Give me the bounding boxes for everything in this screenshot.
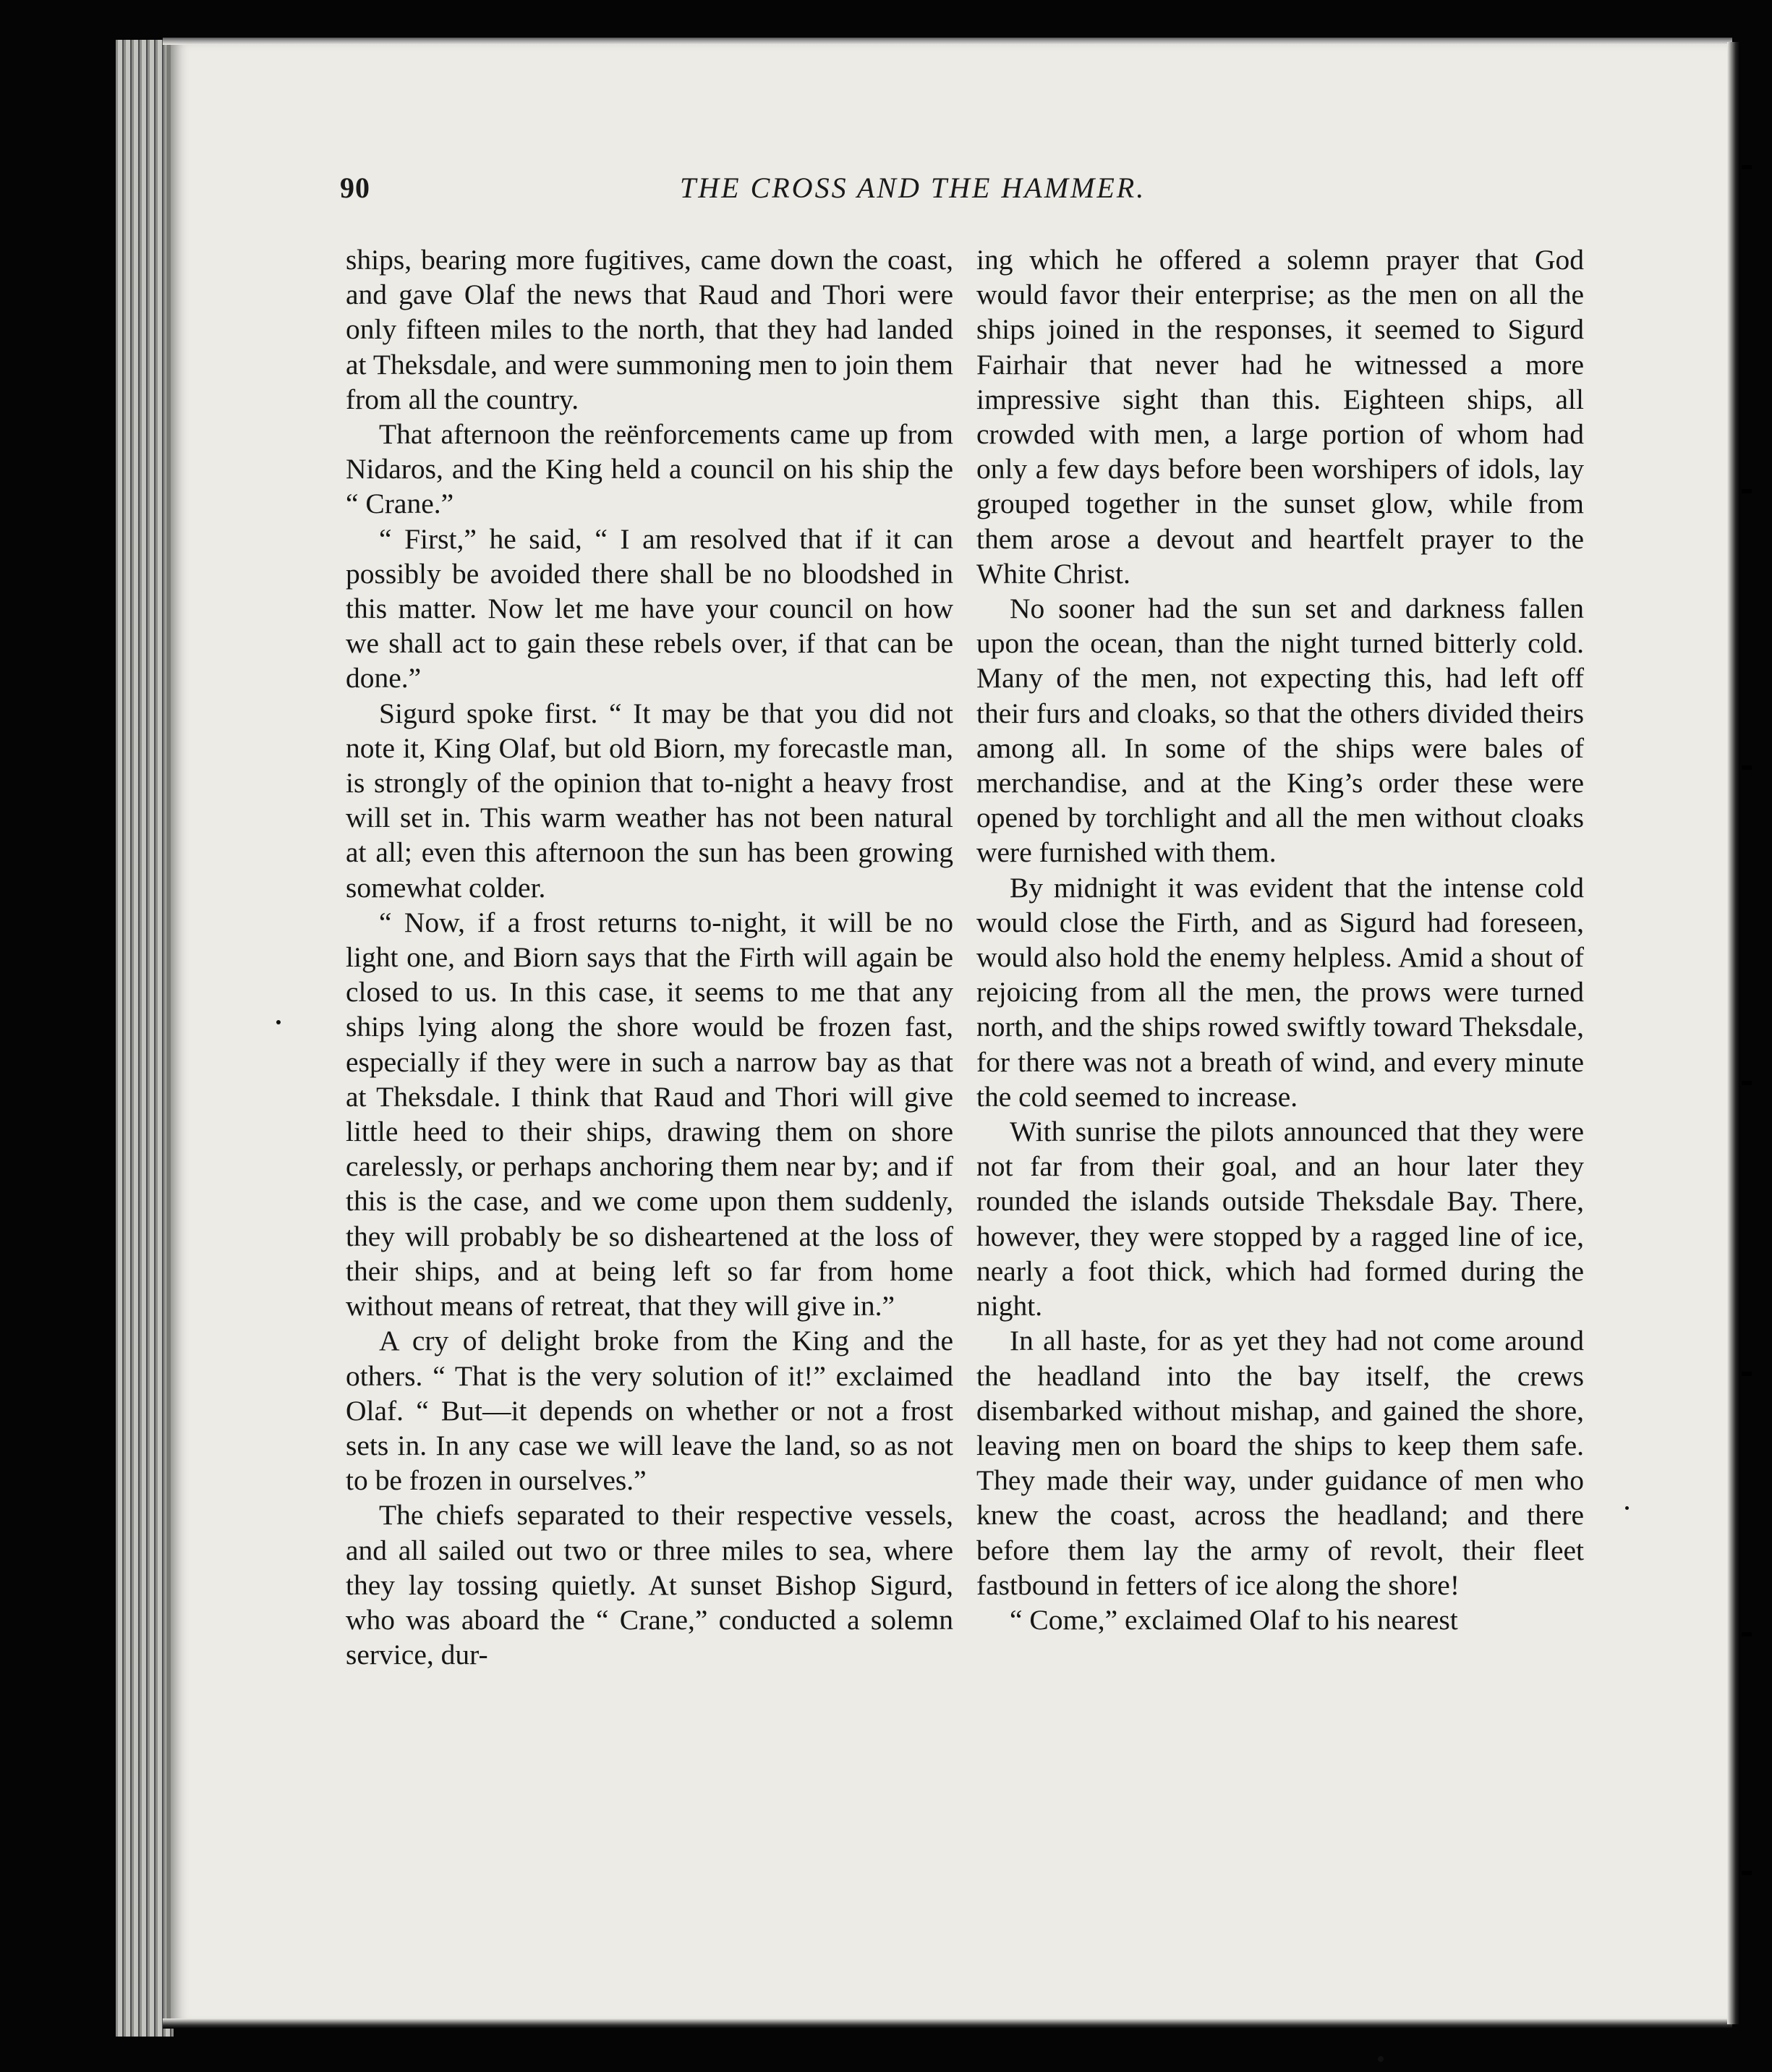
paragraph: A cry of delight broke from the King and the others. “ That is the very solution of it!” exclaimed Olaf. “ But—it depends on whether or not a frost sets in. In any case we will leave the land, so as not to be frozen in ourselves.”	[346, 1325, 953, 1497]
paragraph: “ Come,” exclaimed Olaf to his nearest	[1010, 1603, 1458, 1636]
paragraph: The chiefs separated to their respective vessels, and all sailed out two or three miles to sea, where they lay tossing quietly. At sunset Bishop Sigurd, who was aboard the “ Crane,” conducted a solemn service, dur-	[346, 1499, 953, 1671]
paragraph: That afternoon the reënforcements came up from Nidaros, and the King held a council on his ship the “ Crane.”	[346, 418, 953, 520]
paragraph: ing which he offered a solemn prayer that God would favor their enterprise; as the men on all the ships joined in the responses, it seemed to Sigurd Fairhair that never had he witnessed a more impressive sight than this. Eighteen ships, all crowded with men, a large portion of whom had only a few days before been worshipers of idols, lay grouped together in the sunset glow, while from them arose a devout and heartfelt prayer to the White Christ.	[976, 244, 1584, 590]
book-gutter	[116, 40, 174, 2037]
paragraph: “ Now, if a frost returns to-night, it will be no light one, and Biorn says that the Firth will again be closed to us. In this case, it seems to me that any ships lying along the shore would be frozen fast, especially if they were in such a narrow bay as that at Theksdale. I think that Raud and Thori will give little heed to their ships, drawing them on shore carelessly, or perhaps anchoring them near by; and if this is the case, and we come upon them suddenly, they will probably be so disheartened at the loss of their ships, and at being left so far from home without means of retreat, that they will give in.”	[346, 906, 953, 1322]
paragraph: “ First,” he said, “ I am resolved that if it can possibly be avoided there shall be no bloodshed in this matter. Now let me have your council on how we shall act to gain these rebels over, if that can be done.”	[346, 522, 953, 695]
page-top-edge	[163, 38, 1732, 45]
paragraph: In all haste, for as yet they had not come around the headland into the bay itself, the crews disembarked without mishap, and gained the shore, leaving men on board the ships to keep them safe. They made their way, under guidance of men who knew the coast, across the headland; and there before them lay the army of revolt, their fleet fastbound in fetters of ice along the shore!	[976, 1325, 1584, 1601]
page-number: 90	[340, 171, 370, 204]
paragraph: ships, bearing more fugitives, came down the coast, and gave Olaf the news that Raud and Thori were only fifteen miles to the north, that they had landed at Theksdale, and were summoning men to join them from all the country.	[346, 244, 953, 415]
paragraph: No sooner had the sun set and darkness fallen upon the ocean, than the night turned bitterly cold. Many of the men, not expecting this, had left off their furs and cloaks, so that the others divided theirs among all. In some of the ships were bales of merchandise, and at the King’s order these were opened by torchlight and all the men without cloaks were furnished with them.	[976, 593, 1584, 869]
paragraph: By midnight it was evident that the intense cold would close the Firth, and as Sigurd had foreseen, would also hold the enemy helpless. Amid a shout of rejoicing from all the men, the prows were turned north, and the ships rowed swiftly toward Theksdale, for there was not a breath of wind, and every minute the cold seemed to increase.	[976, 871, 1584, 1113]
paragraph: With sunrise the pilots announced that they were not far from their goal, and an hour later they rounded the islands outside Theksdale Bay. There, however, they were stopped by a ragged line of ice, nearly a foot thick, which had formed during the night.	[976, 1116, 1584, 1322]
page-bottom-edge	[163, 2018, 1732, 2029]
page-right-edge	[1727, 42, 1740, 2024]
text-column-left	[346, 242, 953, 1672]
running-title: THE CROSS AND THE HAMMER.	[680, 171, 1146, 204]
paragraph: Sigurd spoke first. “ It may be that you did not note it, King Olaf, but old Biorn, my forecastle man, is strongly of the opinion that to-night a heavy frost will set in. This warm weather has not been natural at all; even this afternoon the sun has been growing somewhat colder.	[346, 697, 953, 904]
text-column-right	[976, 242, 1584, 1637]
